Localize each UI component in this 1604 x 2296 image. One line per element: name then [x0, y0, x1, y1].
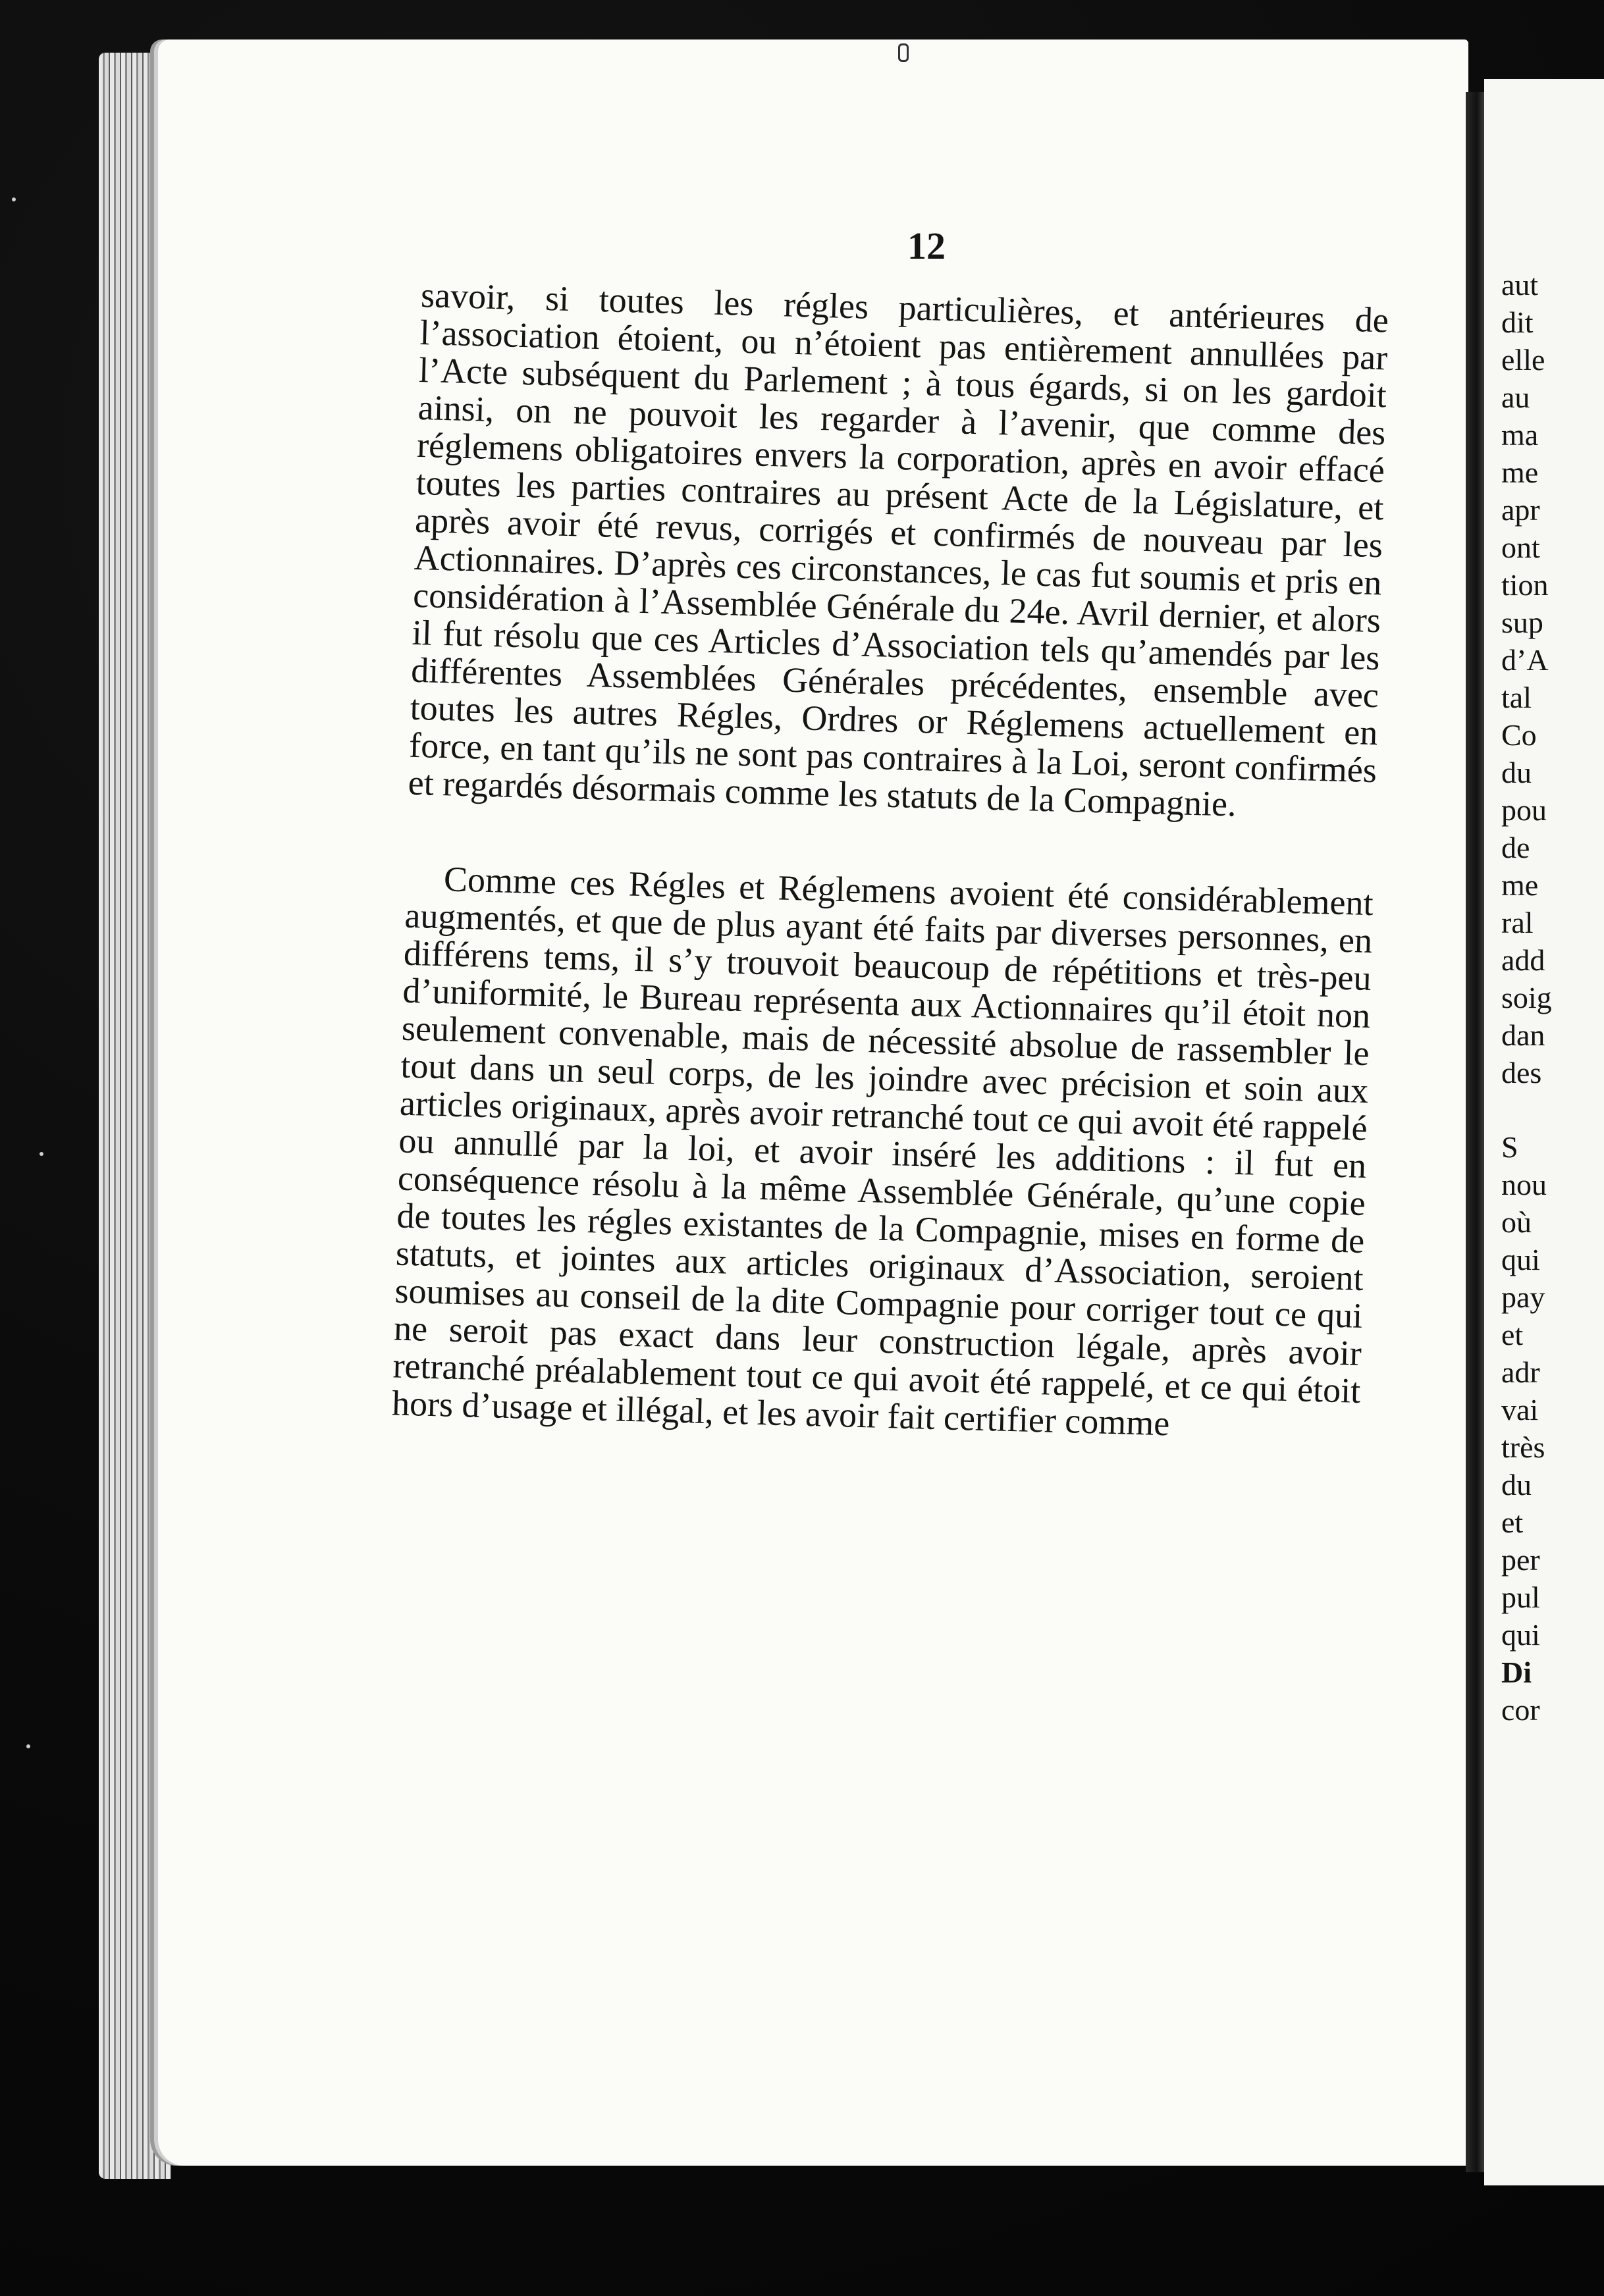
dust-speck — [12, 197, 16, 201]
facing-page-line: aut — [1501, 268, 1539, 301]
facing-page — [1484, 79, 1604, 2185]
facing-page-line: tal — [1501, 681, 1532, 714]
facing-page-line: des — [1501, 1056, 1542, 1089]
facing-page-line: cor — [1501, 1693, 1540, 1727]
facing-page-line: add — [1501, 943, 1545, 977]
facing-page-line: pou — [1501, 793, 1547, 827]
facing-page-line: Co — [1501, 718, 1537, 752]
facing-page-line: S — [1501, 1130, 1518, 1164]
dust-speck — [40, 1152, 43, 1156]
facing-page-line: d’A — [1501, 643, 1549, 677]
facing-page-line: qui — [1501, 1243, 1540, 1276]
facing-page-line: per — [1501, 1543, 1540, 1577]
page-number: 12 — [907, 224, 946, 267]
facing-page-line: et — [1501, 1318, 1524, 1351]
facing-page-line: dan — [1501, 1018, 1545, 1052]
facing-page-line: ma — [1501, 418, 1539, 452]
dust-speck — [26, 1744, 30, 1748]
facing-page-line: pul — [1501, 1580, 1540, 1614]
facing-page-line: adr — [1501, 1355, 1540, 1389]
facing-page-line: du — [1501, 756, 1532, 789]
facing-page-line: et — [1501, 1505, 1524, 1539]
facing-page-line: tion — [1501, 568, 1549, 602]
facing-page-line: Di — [1501, 1656, 1532, 1689]
facing-page-line: apr — [1501, 493, 1540, 527]
paragraph-1: savoir, si toutes les régles particulières, et antérieures de l’association étoient, ou n’étoient pas entièrement annullées par l’Acte subséquent du Parlement ; à tous égards, si on les gardoit ainsi, on ne pouvoit les regarder à l’avenir, que comme des réglemens obligatoires envers la corporation, après en avoir effacé toutes les parties contraires au présent Acte de la Législature, et après avoir été revus, corrigés et confirmés de nouveau par les Actionnaires. D’après ces circonstances, le cas fut soumis et pris en considération à l’Assemblée Générale du 24e. Avril dernier, et alors il fut résolu que ces Articles d’Association tels qu’amendés par les différentes Assemblées Générales précédentes, ensemble avec toutes les autres Régles, Ordres or Réglemens actuellement en force, en tant qu’ils ne sont pas contraires à la Loi, seront confirmés et regardés désormais comme les statuts de la Compagnie. — [408, 275, 1389, 824]
facing-page-line: me — [1501, 456, 1539, 489]
facing-page-line: soig — [1501, 981, 1552, 1014]
facing-page-line: dit — [1501, 305, 1534, 339]
facing-page-line: vai — [1501, 1393, 1539, 1426]
top-margin-mark — [898, 43, 909, 62]
facing-page-line: sup — [1501, 606, 1543, 639]
facing-page-line: où — [1501, 1205, 1532, 1239]
facing-page-line: de — [1501, 831, 1530, 864]
facing-page-line: du — [1501, 1468, 1532, 1501]
page-body — [391, 276, 1389, 1448]
facing-page-line: ral — [1501, 906, 1534, 939]
facing-page-line: pay — [1501, 1280, 1545, 1314]
book-binding-shadow — [1466, 92, 1484, 2172]
facing-page-line: nou — [1501, 1168, 1547, 1201]
facing-page-line: ont — [1501, 531, 1540, 564]
facing-page-line: qui — [1501, 1618, 1540, 1652]
facing-page-line: me — [1501, 868, 1539, 902]
paragraph-2: Comme ces Régles et Réglemens avoient été considérablement augmentés, et que de plus ayant été faits par diverses personnes, en différens tems, il s’y trouvoit beaucoup de répétitions et très-peu d’uniformité, le Bureau représenta aux Actionnaires qu’il étoit non seulement convenable, mais de nécessité absolue de rassembler le tout dans un seul corps, de les joindre avec précision et soin aux articles originaux, après avoir retranché tout ce qui avoit été rappelé ou annullé par la loi, et avoir inséré les additions : il fut en conséquence résolu à la même Assemblée Générale, qu’une copie de toutes les régles existantes de la Compagnie, mises en forme de statuts, et jointes aux articles originaux d’Association, seroient soumises au conseil de la dite Compagnie pour corriger tout ce qui ne seroit pas exact dans leur construction légale, après avoir retranché préalablement tout ce qui avoit été rappelé, et ce qui étoit hors d’usage et illégal, et les avoir fait certifier comme — [391, 859, 1374, 1444]
facing-page-line: au — [1501, 380, 1530, 414]
facing-page-line: très — [1501, 1430, 1545, 1464]
facing-page-line: elle — [1501, 343, 1545, 377]
